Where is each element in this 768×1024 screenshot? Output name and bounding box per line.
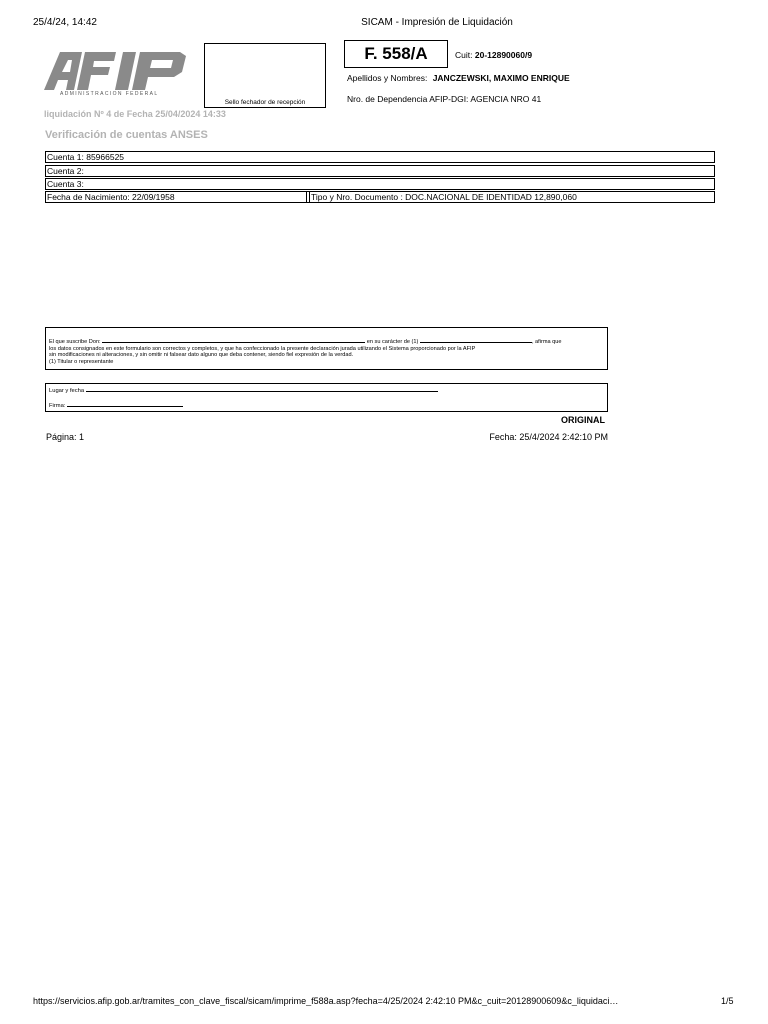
dependency — [347, 94, 541, 104]
page-number: Página: 1 — [46, 432, 85, 442]
names-value: JANCZEWSKI, MAXIMO ENRIQUE — [432, 73, 570, 83]
names-label: Apellidos y Nombres: — [347, 73, 428, 83]
place-date-label: Lugar y fecha — [49, 388, 85, 394]
afip-logo-graphic — [44, 50, 186, 92]
declaration-line-1 — [49, 337, 603, 346]
cuit — [455, 50, 532, 60]
declaration-box — [45, 327, 608, 370]
reception-stamp-box — [204, 43, 326, 108]
signature — [49, 401, 183, 409]
declaration-line-2: los datos consignados en este formulario son correctos y completos, y que ha confeccionado la presente declaración jurada utilizando el Sistema proporcionado por la AFIP — [49, 345, 476, 352]
birth-date: Fecha de Nacimiento: 22/09/1958 — [46, 192, 307, 202]
declaration-subscriber-label: El que suscribe Don: — [49, 339, 101, 345]
reception-stamp-label: Sello fechador de recepción — [224, 99, 306, 106]
section-title: Verificación de cuentas ANSES — [45, 129, 208, 141]
account-row: Cuenta 1: 85966525 — [45, 151, 715, 163]
original-label: ORIGINAL — [561, 415, 605, 425]
declaration-line-3: sin modificaciones ni alteraciones, y sin omitir ni falsear dato alguno que deba contener, siendo fiel expresión de la verdad. — [49, 352, 354, 359]
print-title: SICAM - Impresión de Liquidación — [361, 17, 513, 28]
place-date — [49, 386, 438, 394]
cuit-label: Cuit: — [455, 50, 473, 60]
declaration-line-4: (1) Titular o representante — [49, 358, 114, 365]
print-date: Fecha: 25/4/2024 2:42:10 PM — [489, 432, 608, 442]
dependency-label: Nro. de Dependencia AFIP-DGI: — [347, 94, 469, 104]
declaration-affirms: , afirma que — [531, 339, 562, 345]
role-blank — [420, 337, 532, 343]
birth-document-row — [45, 191, 715, 203]
subscriber-blank — [102, 337, 365, 343]
account-row: Cuenta 2: — [45, 165, 715, 177]
form-code: F. 558/A — [344, 40, 448, 68]
afip-logo-subtitle: ADMINISTRACION FEDERAL — [60, 91, 159, 97]
cuit-value: 20-12890060/9 — [474, 50, 533, 60]
declaration-role-label: en su carácter de (1) — [366, 339, 419, 345]
document-info: Tipo y Nro. Documento : DOC.NACIONAL DE IDENTIDAD 12,890,060 — [309, 192, 711, 202]
page-url: https://servicios.afip.gob.ar/tramites_con_clave_fiscal/sicam/imprime_f588a.asp?fecha=4/25/2024 2:42:10 PM&c_cuit=20128900609&c_liquidaci… — [33, 996, 619, 1006]
signature-box — [45, 383, 608, 412]
dependency-value: AGENCIA NRO 41 — [470, 94, 542, 104]
place-date-blank — [86, 386, 438, 392]
liquidation-info: liquidación Nº 4 de Fecha 25/04/2024 14:33 — [44, 109, 226, 119]
print-page-count: 1/5 — [721, 996, 734, 1006]
signature-label: Firma: — [49, 403, 66, 409]
signature-blank — [67, 401, 183, 407]
print-datetime: 25/4/24, 14:42 — [33, 17, 97, 28]
names — [347, 73, 570, 83]
account-row: Cuenta 3: — [45, 178, 715, 190]
